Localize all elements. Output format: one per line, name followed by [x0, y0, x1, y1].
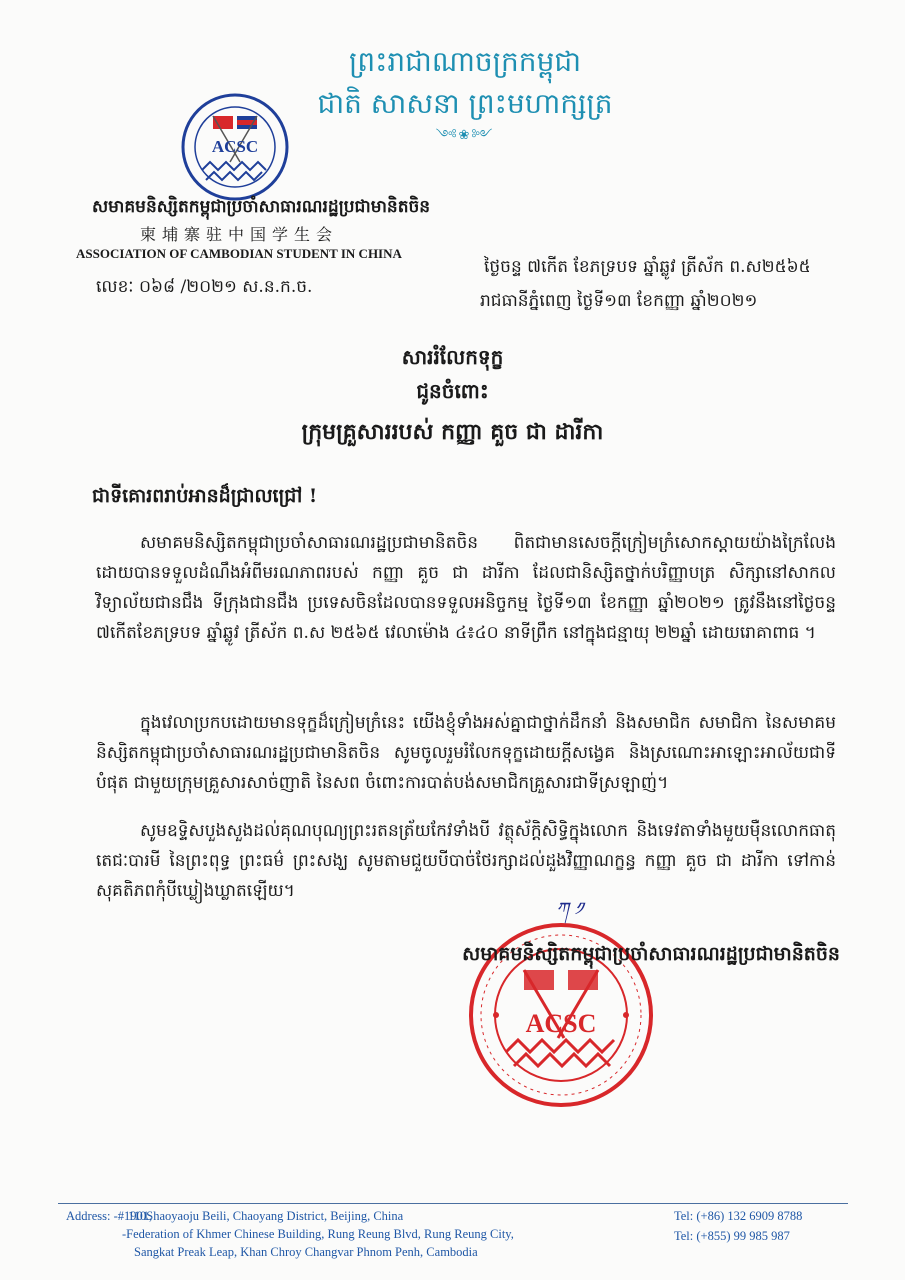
logo-text: ACSC: [211, 137, 259, 156]
date-lunar: ថ្ងៃចន្ទ ៧កើត ខែភទ្របទ ឆ្នាំឆ្លូវ ត្រីស័ក ព.ស២៥៦៥: [484, 257, 811, 277]
paragraph-1: សមាគមនិស្សិតកម្ពុជាប្រចាំសាធារណរដ្ឋប្រជាមានិតចិន ពិតជាមានសេចក្តីក្រៀមក្រំសោកស្តាយយ៉ាងក្រៃលែង ដោយបានទទួលដំណឹងអំពីមរណភាពរបស់ កញ្ញា គួច ជា ដារីកា ដែលជានិស្សិតថ្នាក់បរិញ្ញាបត្រ សិក្សានៅសាកលវិទ្យាល័យជានជឹង ទីក្រុងជានជឹង ប្រទេសចិនដែលបានទទួលអនិច្ចកម្ម ថ្ងៃទី១៣ ខែកញ្ញា ឆ្នាំ២០២១ ត្រូវនឹងនៅថ្ងៃចន្ទ ៧កើតខែភទ្របទ ឆ្នាំឆ្លូវ ត្រីស័ក ព.ស ២៥៦៥ វេលាម៉ោង ៤៖៤០ នាទីព្រឹក នៅក្នុងជន្មាយុ ២២ឆ្នាំ ដោយរោគាពាធ ។: [96, 533, 836, 643]
seal-text: ACSC: [525, 1009, 597, 1038]
letter-recipient: ក្រុមគ្រួសាររបស់ កញ្ញា គួច ជា ដារីកា: [301, 419, 604, 445]
address-line-2: -Federation of Khmer Chinese Building, Rung Reung Blvd, Rung Reung City,: [122, 1227, 514, 1241]
phone-cambodia: Tel: (+855) 99 985 987: [674, 1229, 790, 1243]
ornament-divider: ༺❀༻: [435, 128, 495, 143]
nation-motto: ជាតិ សាសនា ព្រះមហាក្សត្រ: [317, 87, 613, 120]
association-name-chinese: 柬埔寨驻中国学生会: [140, 225, 339, 244]
letter-title: សាររំលែកទុក្ខ: [401, 345, 504, 369]
acsc-logo: [180, 92, 290, 202]
association-name-english: ASSOCIATION OF CAMBODIAN STUDENT IN CHINA: [76, 246, 402, 261]
reference-number: លេខៈ ០៦៨ /២០២១ ស.ន.ក.ច.: [96, 277, 313, 297]
handwritten-initials: ཀ ༡: [556, 899, 584, 920]
address-label: Address: -#1901,: [66, 1209, 153, 1223]
date-solar: រាជធានីភ្នំពេញ ថ្ងៃទី១៣ ខែកញ្ញា ឆ្នាំ២០២១: [480, 291, 758, 311]
footer-divider: [58, 1203, 848, 1204]
phone-china: Tel: (+86) 132 6909 8788: [674, 1209, 803, 1223]
paragraph-3: សូមឧទ្ទិសបួងសួងដល់គុណបុណ្យព្រះរតនត្រ័យកែវទាំងបី វត្ថុស័ក្តិសិទ្ធិក្នុងលោក និងទេវតាទាំងមួយម៉ឺនលោកធាតុ តេជៈបារមី នៃព្រះពុទ្ធ ព្រះធម៌ ព្រះសង្ឃ សូមតាមជួយបីបាច់ថែរក្សាដល់ដួងវិញ្ញាណក្ខន្ធ កញ្ញា គួច ជា ដារីកា ទៅកាន់សុគតិភពកុំបីឃ្លៀងឃ្លាតឡើយ។: [96, 821, 836, 901]
salutation: ជាទីគោរពរាប់អានដ៏ជ្រាលជ្រៅ !: [92, 485, 318, 507]
kingdom-title: ព្រះរាជាណាចក្រកម្ពុជា: [348, 45, 581, 78]
letter-addressed-to: ជូនចំពោះ: [416, 379, 489, 403]
paragraph-2: ក្នុងវេលាប្រកបដោយមានទុក្ខដ៏ក្រៀមក្រំនេះ យើងខ្ញុំទាំងអស់គ្នាជាថ្នាក់ដឹកនាំ និងសមាជិក សមាជិកា នៃសមាគមនិស្សិតកម្ពុជាប្រចាំសាធារណរដ្ឋប្រជាមានិតចិន សូមចូលរួមរំលែកទុក្ខដោយក្តីសង្វេគ និងស្រណោះអាឡោះអាល័យជាទីបំផុត ជាមួយក្រុមគ្រួសារសាច់ញាតិ នៃសព ចំពោះការបាត់បង់សមាជិកគ្រួសារជាទីស្រឡាញ់។: [96, 713, 836, 793]
address-line-1: 110Shaoyaoju Beili, Chaoyang District, Beijing, China: [128, 1209, 404, 1223]
address-line-3: Sangkat Preak Leap, Khan Chroy Changvar Phnom Penh, Cambodia: [134, 1245, 478, 1259]
signature-block: សមាគមនិស្សិតកម្ពុជាប្រចាំសាធារណរដ្ឋប្រជាមានិតចិន: [462, 943, 840, 965]
association-name-khmer: សមាគមនិស្សិតកម្ពុជាប្រចាំសាធារណរដ្ឋប្រជាមានិតចិន: [92, 197, 431, 217]
